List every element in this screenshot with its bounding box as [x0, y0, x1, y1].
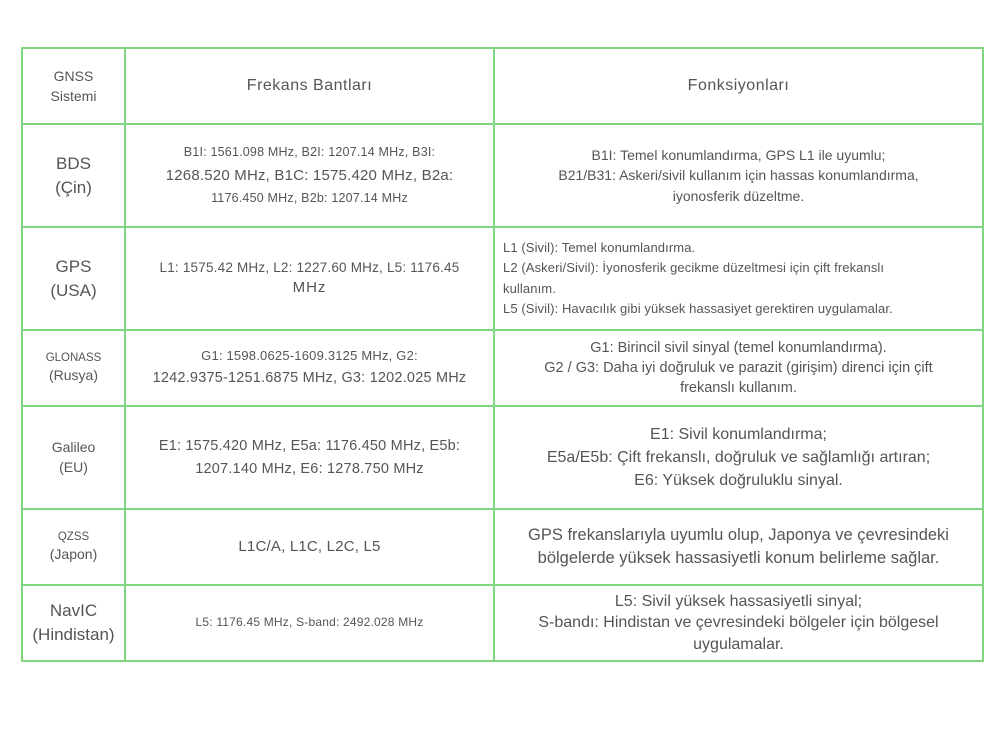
system-cell: [22, 124, 125, 227]
frequency-line: E1: 1575.420 MHz, E5a: 1176.450 MHz, E5b:: [158, 438, 461, 455]
function-cell: [494, 585, 983, 661]
function-line: L2 (Askeri/Sivil): İyonosferik gecikme düzeltmesi için çift frekanslı: [503, 260, 885, 276]
function-line: L5: Sivil yüksek hassasiyetli sinyal;: [614, 592, 863, 610]
table-row: [22, 406, 983, 509]
system-cell: [22, 330, 125, 406]
function-cell: [494, 330, 983, 406]
table-row: [22, 509, 983, 585]
header-functions-label: Fonksiyonları: [687, 77, 790, 95]
function-line: uygulamalar.: [693, 635, 784, 653]
frequency-line: L1: 1575.42 MHz, L2: 1227.60 MHz, L5: 1176.45: [159, 259, 460, 275]
function-line: GPS frekanslarıyla uyumlu olup, Japonya ve çevresindeki: [528, 525, 949, 544]
system-name: GLONASS: [45, 352, 102, 365]
function-line: B21/B31: Askeri/sivil kullanım için hassas konumlandırma,: [558, 167, 919, 184]
function-cell: [494, 406, 983, 509]
frequency-line: G1: 1598.0625-1609.3125 MHz, G2:: [201, 348, 418, 363]
function-line: bölgelerde yüksek hassasiyetli konum belirleme sağlar.: [537, 549, 940, 567]
system-name: NavIC: [49, 601, 98, 621]
function-cell: [494, 227, 983, 330]
frequency-line: 1268.520 MHz, B1C: 1575.420 MHz, B2a:: [165, 166, 454, 184]
system-region: (Rusya): [48, 367, 98, 384]
frequency-cell: [125, 406, 494, 509]
frequency-line: MHz: [292, 279, 327, 297]
system-name: Galileo: [51, 438, 96, 455]
function-line: E1: Sivil konumlandırma;: [650, 425, 827, 443]
function-line: kullanım.: [503, 280, 556, 296]
system-name: BDS: [56, 153, 91, 173]
gnss-table: [21, 47, 984, 662]
frequency-line: L5: 1176.45 MHz, S-band: 2492.028 MHz: [195, 615, 424, 630]
system-region: (EU): [59, 458, 88, 475]
system-region: (Çin): [55, 177, 92, 197]
function-line: E5a/E5b: Çift frekanslı, doğruluk ve sağlamlığı artıran;: [546, 448, 931, 466]
table-row: [22, 124, 983, 227]
table-header-row: [22, 48, 983, 124]
function-line: frekanslı kullanım.: [680, 380, 797, 397]
function-cell: [494, 124, 983, 227]
system-region: (Japon): [49, 546, 98, 563]
frequency-cell: [125, 509, 494, 585]
header-functions: [494, 48, 983, 124]
system-cell: [22, 227, 125, 330]
header-system: [22, 48, 125, 124]
table-row: [22, 330, 983, 406]
header-bands: [125, 48, 494, 124]
system-cell: [22, 509, 125, 585]
function-line: L1 (Sivil): Temel konumlandırma.: [503, 240, 696, 256]
system-region: (USA): [50, 280, 97, 300]
frequency-cell: [125, 585, 494, 661]
frequency-line: 1242.9375-1251.6875 MHz, G3: 1202.025 MHz: [152, 369, 467, 386]
function-line: iyonosferik düzeltme.: [672, 187, 805, 204]
frequency-line: 1207.140 MHz, E6: 1278.750 MHz: [195, 460, 424, 477]
function-line: E6: Yüksek doğruluklu sinyal.: [634, 472, 843, 490]
frequency-cell: [125, 227, 494, 330]
system-name: QZSS: [57, 531, 90, 544]
frequency-line: 1176.450 MHz, B2b: 1207.14 MHz: [211, 191, 408, 206]
system-region: (Hindistan): [32, 625, 115, 644]
system-name: GPS: [55, 256, 92, 276]
function-line: G1: Birincil sivil sinyal (temel konumlandırma).: [590, 339, 887, 356]
frequency-cell: [125, 124, 494, 227]
system-cell: [22, 406, 125, 509]
function-cell: [494, 509, 983, 585]
header-bands-label: Frekans Bantları: [246, 77, 373, 95]
frequency-line: B1I: 1561.098 MHz, B2I: 1207.14 MHz, B3I:: [183, 144, 436, 159]
header-system-line2: Sistemi: [50, 88, 97, 104]
table-row: [22, 227, 983, 330]
table-row: [22, 585, 983, 661]
function-line: L5 (Sivil): Havacılık gibi yüksek hassasiyet gerektiren uygulamalar.: [503, 300, 893, 316]
header-system-line1: GNSS: [53, 67, 94, 84]
frequency-cell: [125, 330, 494, 406]
frequency-line: L1C/A, L1C, L2C, L5: [238, 538, 381, 556]
function-line: S-bandı: Hindistan ve çevresindeki bölgeler için bölgesel: [538, 614, 939, 632]
function-line: B1I: Temel konumlandırma, GPS L1 ile uyumlu;: [591, 147, 886, 164]
function-line: G2 / G3: Daha iyi doğruluk ve parazit (girişim) direnci için çift: [544, 359, 933, 376]
system-cell: [22, 585, 125, 661]
